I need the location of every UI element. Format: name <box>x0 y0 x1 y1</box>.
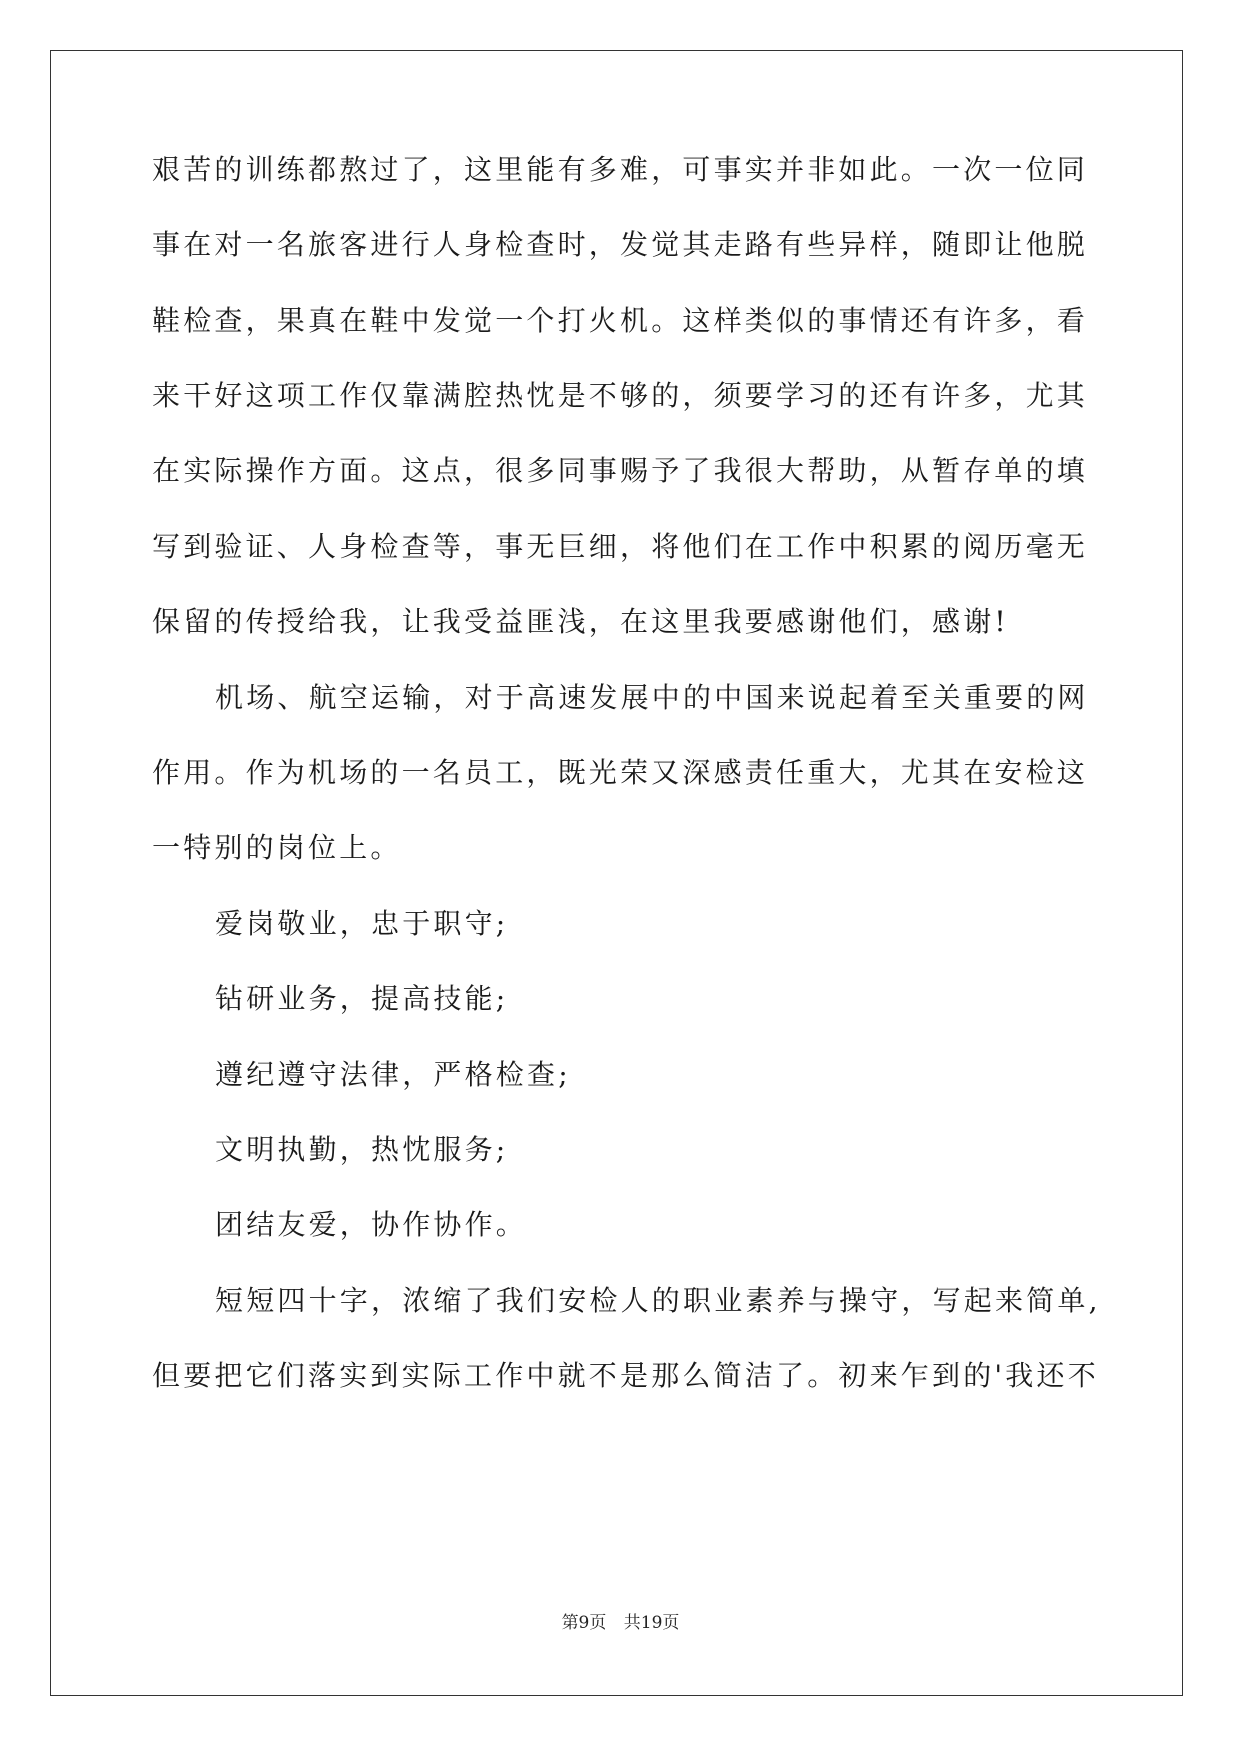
text-line: 艰苦的训练都熬过了，这里能有多难，可事实并非如此。一次一位同 <box>152 153 1089 186</box>
text-line: 钻研业务，提高技能; <box>215 982 509 1015</box>
page-number: 第9页 <box>561 1613 607 1633</box>
text-line: 写到验证、人身检查等，事无巨细，将他们在工作中积累的阅历毫无 <box>152 530 1089 563</box>
page-border <box>50 50 1183 1696</box>
text-line: 团结友爱，协作协作。 <box>215 1208 528 1241</box>
text-line: 保留的传授给我，让我受益匪浅，在这里我要感谢他们，感谢! <box>152 605 1009 638</box>
page-footer <box>0 1608 1241 1633</box>
text-line: 遵纪遵守法律，严格检查; <box>215 1058 571 1091</box>
text-line: 在实际操作方面。这点，很多同事赐予了我很大帮助，从暂存单的填 <box>152 454 1089 487</box>
text-line: 但要把它们落实到实际工作中就不是那么简洁了。初来乍到的'我还不 <box>152 1359 1099 1392</box>
text-line: 机场、航空运输，对于高速发展中的中国来说起着至关重要的网 <box>215 681 1089 714</box>
text-line: 一特别的岗位上。 <box>152 831 402 864</box>
text-line: 文明执勤，热忱服务; <box>215 1133 509 1166</box>
text-line: 来干好这项工作仅靠满腔热忱是不够的，须要学习的还有许多，尤其 <box>152 379 1089 412</box>
page-total: 共19页 <box>623 1613 680 1633</box>
text-line: 爱岗敬业，忠于职守; <box>215 907 509 940</box>
text-line: 鞋检查，果真在鞋中发觉一个打火机。这样类似的事情还有许多，看 <box>152 304 1089 337</box>
text-line: 事在对一名旅客进行人身检查时，发觉其走路有些异样，随即让他脱 <box>152 228 1089 261</box>
text-line: 短短四十字，浓缩了我们安检人的职业素养与操守，写起来简单, <box>215 1284 1101 1317</box>
text-line: 作用。作为机场的一名员工，既光荣又深感责任重大，尤其在安检这 <box>152 756 1089 789</box>
